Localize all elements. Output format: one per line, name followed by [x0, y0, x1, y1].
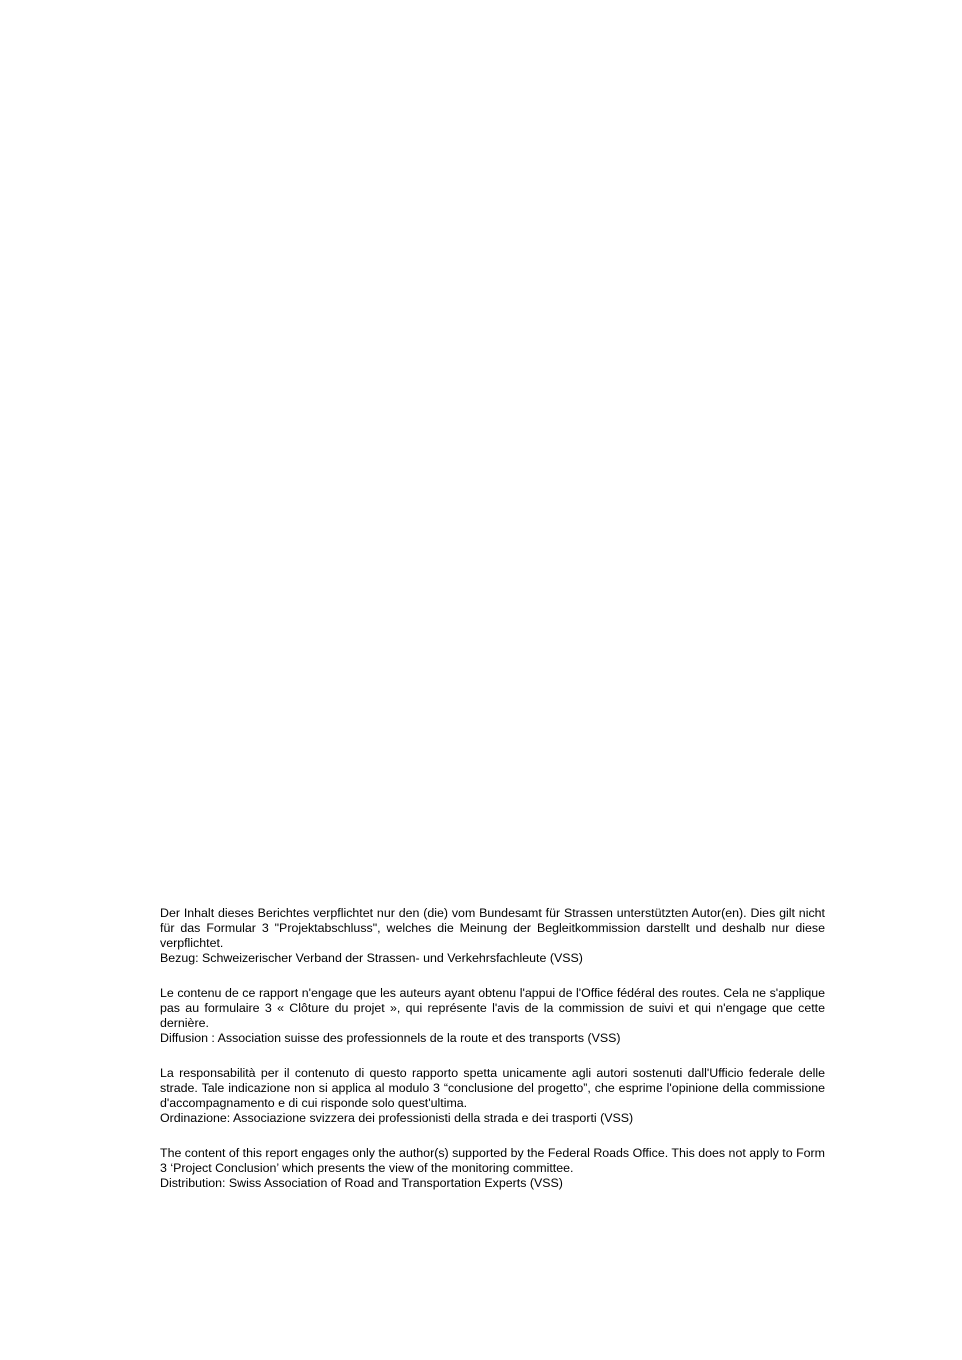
disclaimer-block-english	[160, 1146, 825, 1191]
distribution-reference-english: Distribution: Swiss Association of Road and Transportation Experts (VSS)	[160, 1176, 563, 1190]
disclaimer-block-german	[160, 906, 825, 966]
disclaimer-block-italian	[160, 1066, 825, 1126]
disclaimer-text-english: The content of this report engages only the author(s) supported by the Federal Roads Office. This does not apply to Form 3 ‘Project Conclusion’ which presents the view of the monitoring committee.	[160, 1146, 825, 1175]
disclaimer-text-french: Le contenu de ce rapport n'engage que les auteurs ayant obtenu l'appui de l'Office fédéral des routes. Cela ne s'applique pas au formulaire 3 « Clôture du projet », qui représente l'avis de la commission de suivi et qui n'engage que cette dernière.	[160, 986, 825, 1030]
disclaimer-text-german: Der Inhalt dieses Berichtes verpflichtet nur den (die) vom Bundesamt für Strassen unterstützten Autor(en). Dies gilt nicht für das Formular 3 "Projektabschluss", welches die Meinung der Begleitkommission darstellt und deshalb nur diese verpflichtet.	[160, 906, 825, 950]
disclaimer-section	[160, 906, 825, 1211]
distribution-reference-german: Bezug: Schweizerischer Verband der Strassen- und Verkehrsfachleute (VSS)	[160, 951, 583, 965]
distribution-reference-french: Diffusion : Association suisse des professionnels de la route et des transports (VSS)	[160, 1031, 621, 1045]
disclaimer-block-french	[160, 986, 825, 1046]
disclaimer-text-italian: La responsabilità per il contenuto di questo rapporto spetta unicamente agli autori sostenuti dall'Ufficio federale delle strade. Tale indicazione non si applica al modulo 3 “conclusione del progetto”, che esprime l'opinione della commissione d'accompagnamento e di cui risponde solo quest'ultima.	[160, 1066, 825, 1110]
distribution-reference-italian: Ordinazione: Associazione svizzera dei professionisti della strada e dei trasporti (VSS)	[160, 1111, 634, 1125]
